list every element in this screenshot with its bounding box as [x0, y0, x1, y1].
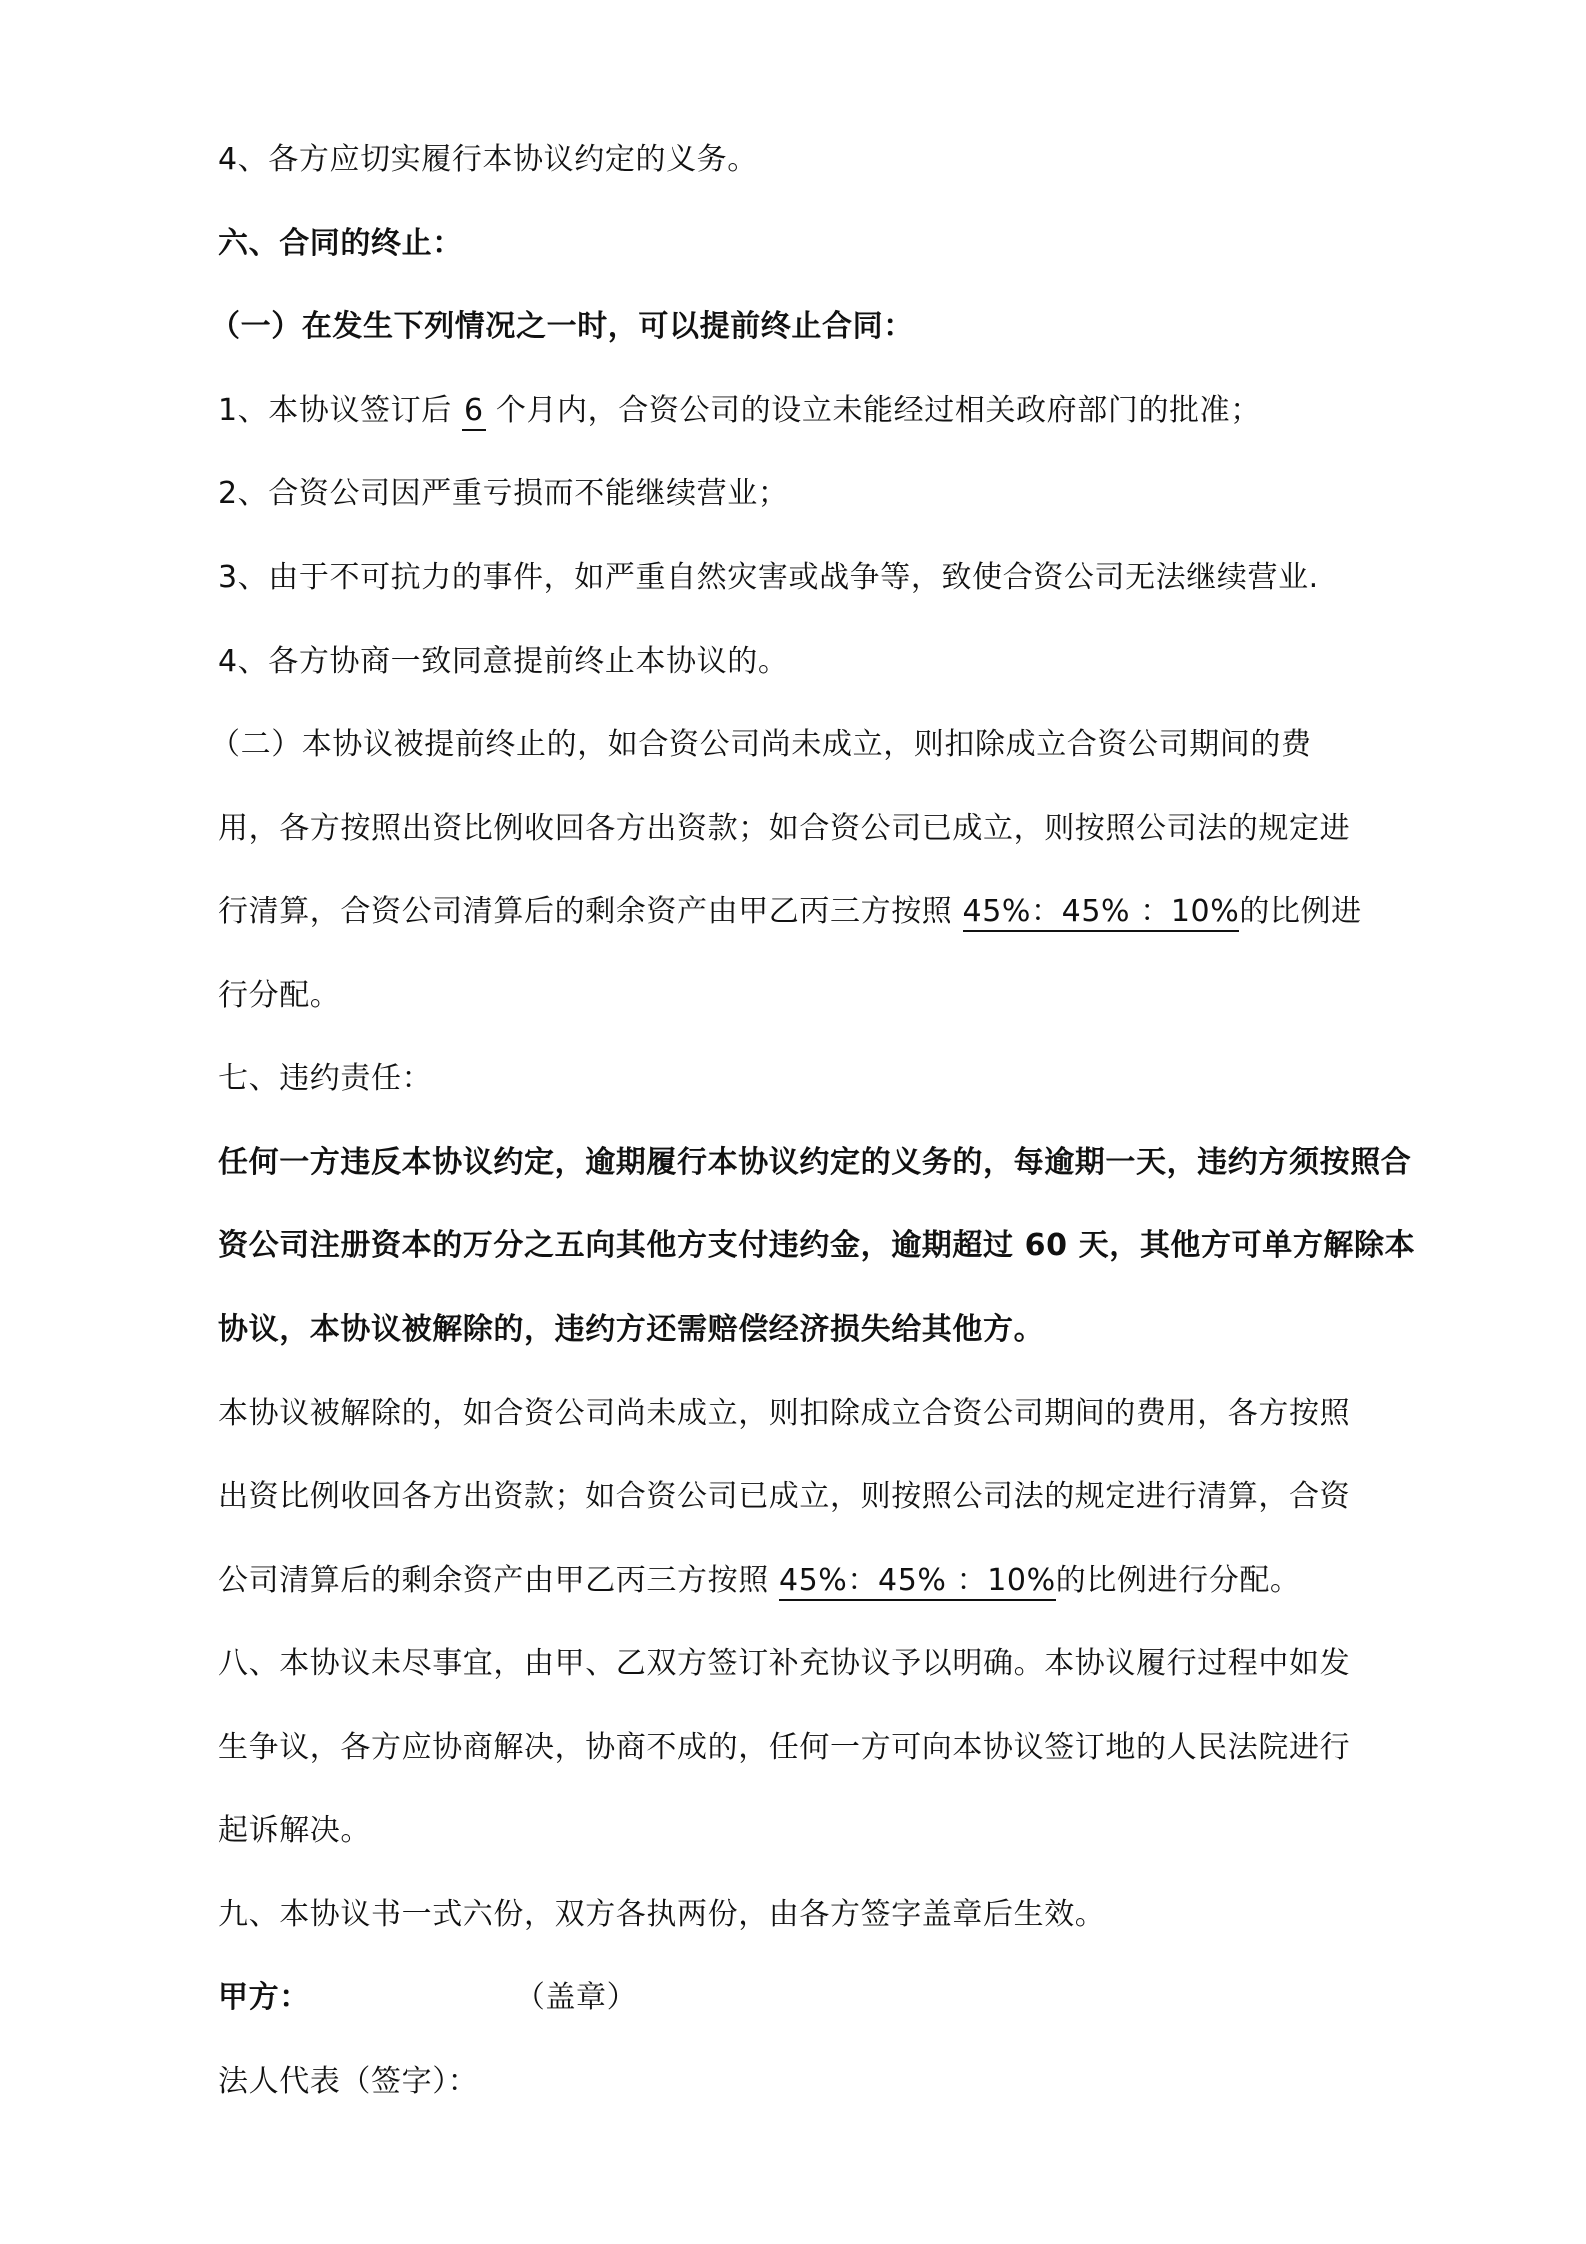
- underlined-ratio: 45%：45% ：10%: [779, 1563, 1056, 1601]
- party-a-label: 甲方：: [218, 1980, 310, 2015]
- paragraph-line: 行分配。: [218, 978, 341, 1013]
- paragraph-line: 本协议被解除的，如合资公司尚未成立，则扣除成立合资公司期间的费用，各方按照: [218, 1396, 1351, 1431]
- paragraph-line: [218, 1561, 1301, 1601]
- clause-line: 4、各方应切实履行本协议约定的义务。: [218, 142, 758, 177]
- clause-line: [218, 391, 1261, 431]
- paragraph-line: 用，各方按照出资比例收回各方出资款；如合资公司已成立，则按照公司法的规定进: [218, 811, 1351, 846]
- legal-rep-signature-line: 法人代表（签字）：: [218, 2064, 479, 2099]
- party-a-signature-line: [218, 1978, 637, 2018]
- paragraph-line: 出资比例收回各方出资款；如合资公司已成立，则按照公司法的规定进行清算，合资: [218, 1479, 1351, 1514]
- paragraph-line: 起诉解决。: [218, 1813, 371, 1848]
- clause-line: 九、本协议书一式六份，双方各执两份，由各方签字盖章后生效。: [218, 1897, 1106, 1932]
- paragraph-line: （二）本协议被提前终止的，如合资公司尚未成立，则扣除成立合资公司期间的费: [210, 727, 1312, 762]
- text-run: 的比例进行分配。: [1055, 1563, 1301, 1598]
- underlined-ratio: 45%：45% ：10%: [963, 894, 1240, 932]
- bold-paragraph-line: 资公司注册资本的万分之五向其他方支付违约金，逾期超过 60 天，其他方可单方解除本: [218, 1228, 1416, 1263]
- section-heading-6: 六、合同的终止：: [218, 226, 463, 261]
- paragraph-line: [218, 892, 1362, 932]
- bold-paragraph-line: 任何一方违反本协议约定，逾期履行本协议约定的义务的，每逾期一天，违约方须按照合: [218, 1145, 1412, 1180]
- seal-label: （盖章）: [514, 1980, 638, 2015]
- text-run: 行清算，合资公司清算后的剩余资产由甲乙丙三方按照: [218, 894, 963, 929]
- text-run: 个月内，合资公司的设立未能经过相关政府部门的批准；: [485, 393, 1261, 428]
- clause-line: 2、合资公司因严重亏损而不能继续营业；: [218, 476, 789, 511]
- text-run: 公司清算后的剩余资产由甲乙丙三方按照: [218, 1563, 779, 1598]
- clause-line: 3、由于不可抗力的事件，如严重自然灾害或战争等，致使合资公司无法继续营业.: [218, 560, 1319, 595]
- subsection-heading-1: （一）在发生下列情况之一时，可以提前终止合同：: [210, 309, 914, 344]
- paragraph-line: 八、本协议未尽事宜，由甲、乙双方签订补充协议予以明确。本协议履行过程中如发: [218, 1646, 1351, 1681]
- clause-line: 4、各方协商一致同意提前终止本协议的。: [218, 644, 789, 679]
- text-run: 1、本协议签订后: [218, 393, 463, 428]
- paragraph-line: 生争议，各方应协商解决，协商不成的，任何一方可向本协议签订地的人民法院进行: [218, 1730, 1351, 1765]
- bold-paragraph-line: 协议，本协议被解除的，违约方还需赔偿经济损失给其他方。: [218, 1312, 1045, 1347]
- text-run: 的比例进: [1239, 894, 1362, 929]
- section-heading-7: 七、违约责任：: [218, 1061, 433, 1096]
- underlined-value: 6: [462, 393, 486, 431]
